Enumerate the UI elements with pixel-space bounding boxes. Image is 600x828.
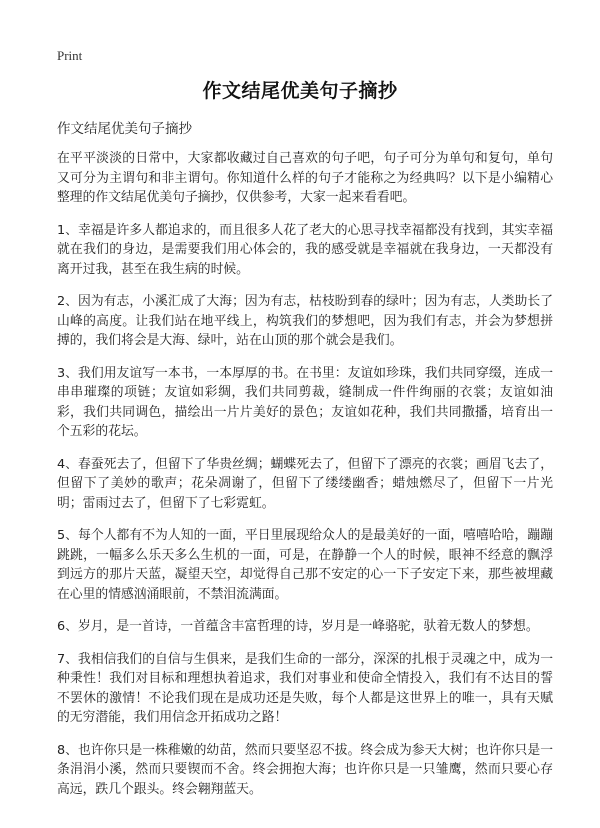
print-link[interactable]: Print [57,48,83,63]
sentence-paragraph-2: 2、因为有志，小溪汇成了大海；因为有志，枯枝盼到春的绿叶；因为有志，人类助长了山峰的高度。让我们站在地平线上，构筑我们的梦想吧，因为我们有志，并会为梦想拼搏的，我们将会是大海、绿叶，站在山顶的那个就会是我们。 [57,294,553,348]
sentence-paragraph-3: 3、我们用友谊写一本书，一本厚厚的书。在书里：友谊如珍珠，我们共同穿缀，连成一串串璀璨的项链；友谊如彩绸，我们共同剪裁，缝制成一件件绚丽的衣裳；友谊如油彩，我们共同调色，描绘出一片片美好的景色；友谊如花种，我们共同撒播，培育出一个五彩的花坛。 [57,365,553,439]
sentence-paragraph-1: 1、幸福是许多人都追求的，而且很多人花了老大的心思寻找幸福都没有找到，其实幸福就在我们的身边，是需要我们用心体会的，我的感受就是幸福就在我身边，一天都没有离开过我，甚至在我生病的时候。 [57,222,553,277]
document-subtitle: 作文结尾优美句子摘抄 [57,121,192,137]
sentence-paragraph-7: 7、我相信我们的自信与生俱来，是我们生命的一部分，深深的扎根于灵魂之中，成为一种秉性！我们对目标和理想执着追求，我们对事业和使命全情投入，我们有不达目的誓不罢休的激情！不论我们现在是成功还是失败，每个人都是这世界上的唯一，具有天赋的无穷潜能，我们用信念开拓成功之路！ [57,651,553,725]
sentence-paragraph-6: 6、岁月，是一首诗，一首蕴含丰富哲理的诗，岁月是一峰骆驼，驮着无数人的梦想。 [57,619,539,634]
sentence-paragraph-8: 8、也许你只是一株稚嫩的幼苗，然而只要坚忍不拔。终会成为参天大树；也许你只是一条涓涓小溪，然而只要锲而不舍。终会拥抱大海；也许你只是一只雏鹰，然而只要心存高远，跌几个跟头。终会翱翔蓝天。 [57,742,553,797]
sentence-paragraph-4: 4、春蚕死去了，但留下了华贵丝绸；蝴蝶死去了，但留下了漂亮的衣裳；画眉飞去了，但留下了美妙的歌声；花朵凋谢了，但留下了缕缕幽香；蜡烛燃尽了，但留下一片光明；雷雨过去了，但留下了七彩霓虹。 [57,456,553,511]
intro-paragraph: 在平平淡淡的日常中，大家都收藏过自己喜欢的句子吧，句子可分为单句和复句，单句又可分为主谓句和非主谓句。你知道什么样的句子才能称之为经典吗？以下是小编精心整理的作文结尾优美句子摘抄，仅供参考，大家一起来看看吧。 [57,151,553,205]
page-title: 作文结尾优美句子摘抄 [202,80,398,102]
sentence-paragraph-5: 5、每个人都有不为人知的一面，平日里展现给众人的是最美好的一面，嘻嘻哈哈，蹦蹦跳跳，一幅多么乐天多么生机的一面，可是，在静静一个人的时候，眼神不经意的飘浮到远方的那片天蓝，凝望天空，却觉得自己那不安定的心一下子安定下来，那些被埋藏在心里的情感汹涌眼前，不禁泪流满面。 [57,528,553,602]
article-body [57,149,553,812]
